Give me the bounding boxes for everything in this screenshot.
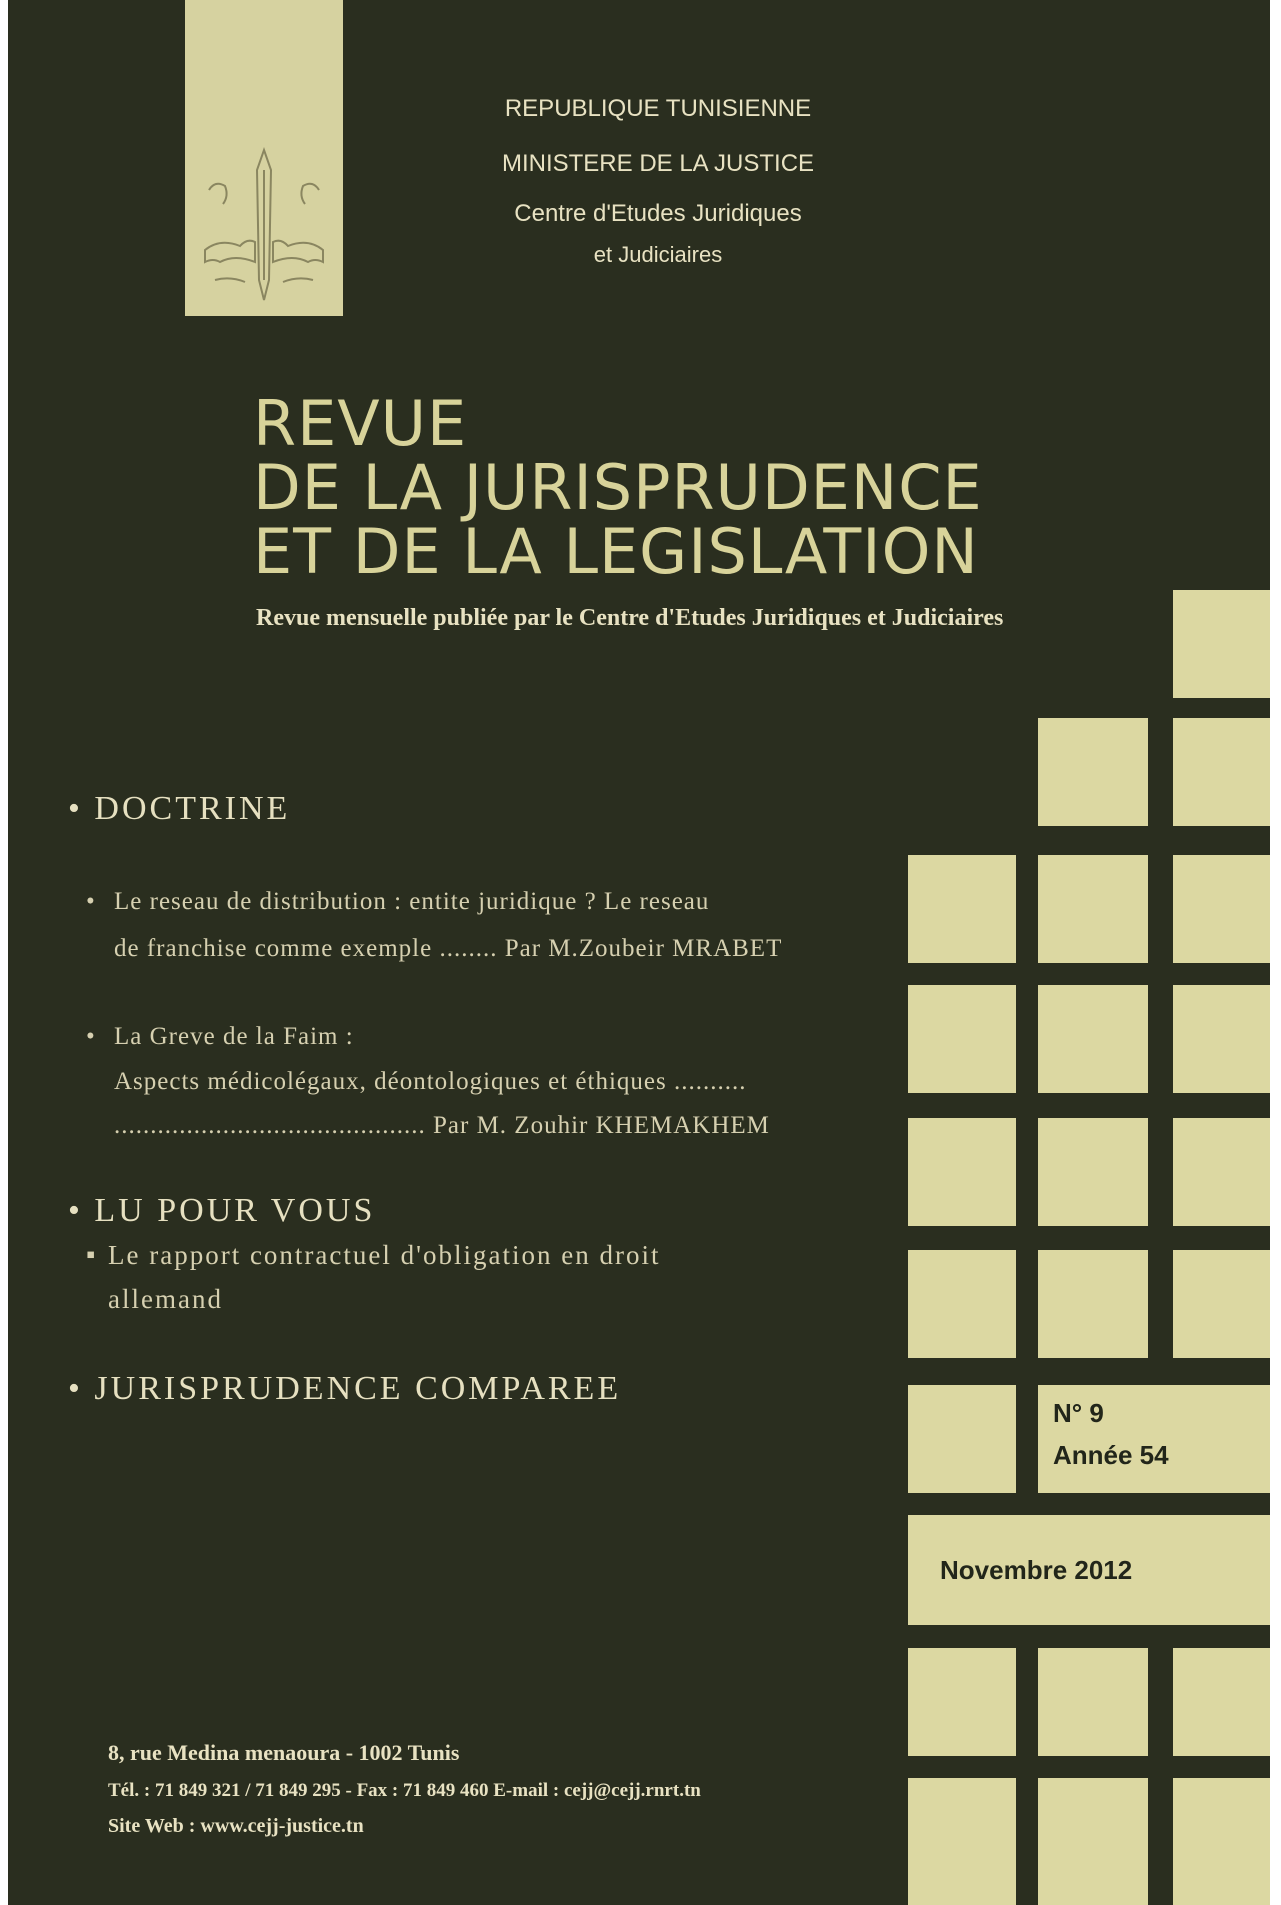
grid-square: [1038, 1250, 1148, 1358]
grid-square: [1173, 985, 1270, 1093]
grid-square: [908, 1778, 1016, 1905]
grid-square: [1038, 1118, 1148, 1226]
article-greve-line2: Aspects médicolégaux, déontologiques et éthiques ..........: [114, 1068, 747, 1095]
grid-square: [908, 985, 1016, 1093]
centre-name-line2: et Judiciaires: [593, 242, 723, 267]
grid-square: [908, 1250, 1016, 1358]
article-rapport-line2: allemand: [108, 1284, 223, 1314]
grid-square: [1038, 855, 1148, 963]
grid-square: [1173, 590, 1270, 698]
article-rapport-line1: Le rapport contractuel d'obligation en droit: [108, 1240, 661, 1270]
grid-square: [1173, 855, 1270, 963]
grid-square: [908, 1385, 1016, 1493]
bullet: •: [68, 1192, 95, 1229]
ministry-emblem: [185, 0, 343, 316]
grid-square: [908, 1648, 1016, 1756]
pen-and-books-emblem-icon: [185, 130, 343, 310]
section-lu-pour-vous: [68, 1192, 375, 1230]
grid-square: [1038, 1778, 1148, 1905]
country-name: REPUBLIQUE TUNISIENNE: [504, 95, 812, 122]
article-greve-line3: ........................................... Par M. Zouhir KHEMAKHEM: [114, 1112, 770, 1139]
contact-phone: Tél. : 71 849 321 / 71 849 295 - Fax : 71 849 460 E-mail : cejj@cejj.rnrt.tn: [108, 1780, 701, 1801]
grid-square: [1173, 1778, 1270, 1905]
grid-square: [908, 855, 1016, 963]
journal-cover: [8, 0, 1270, 1905]
article-bullet: •: [86, 888, 96, 915]
section-heading: LU POUR VOUS: [94, 1192, 376, 1229]
section-heading: JURISPRUDENCE COMPAREE: [94, 1370, 622, 1407]
journal-subtitle: Revue mensuelle publiée par le Centre d'Etudes Juridiques et Judiciaires: [256, 605, 1004, 631]
issue-number: N° 9: [1053, 1398, 1104, 1428]
issue-year: Année 54: [1053, 1440, 1169, 1470]
section-heading: DOCTRINE: [94, 790, 291, 827]
grid-square: [1038, 985, 1148, 1093]
article-reseau-line1: Le reseau de distribution : entite juridique ? Le reseau: [114, 888, 710, 915]
grid-square: [1173, 718, 1270, 826]
journal-title-line2: DE LA JURISPRUDENCE: [253, 451, 983, 524]
journal-title-line3: ET DE LA LEGISLATION: [253, 515, 979, 588]
journal-title: [253, 387, 983, 588]
ministry-name: MINISTERE DE LA JUSTICE: [501, 150, 815, 177]
centre-name-line1: Centre d'Etudes Juridiques: [514, 200, 802, 227]
grid-square: [1038, 718, 1148, 826]
article-bullet: •: [86, 1023, 96, 1050]
section-jurisprudence-comparee: [68, 1370, 621, 1408]
bullet: •: [68, 790, 95, 827]
grid-square: [908, 1118, 1016, 1226]
grid-square: [1038, 1648, 1148, 1756]
bullet: •: [68, 1370, 95, 1407]
article-greve-line1: La Greve de la Faim :: [114, 1023, 354, 1050]
grid-square: [1173, 1250, 1270, 1358]
issue-date: Novembre 2012: [940, 1555, 1133, 1585]
article-bullet: ▪: [86, 1240, 97, 1269]
contact-address: 8, rue Medina menaoura - 1002 Tunis: [108, 1740, 460, 1765]
grid-square: [1173, 1118, 1270, 1226]
section-doctrine: [68, 790, 290, 828]
article-reseau-line2: de franchise comme exemple ........ Par M.Zoubeir MRABET: [114, 935, 783, 962]
journal-title-line1: REVUE: [253, 387, 468, 460]
grid-square: [1173, 1648, 1270, 1756]
contact-website: Site Web : www.cejj-justice.tn: [108, 1815, 364, 1837]
